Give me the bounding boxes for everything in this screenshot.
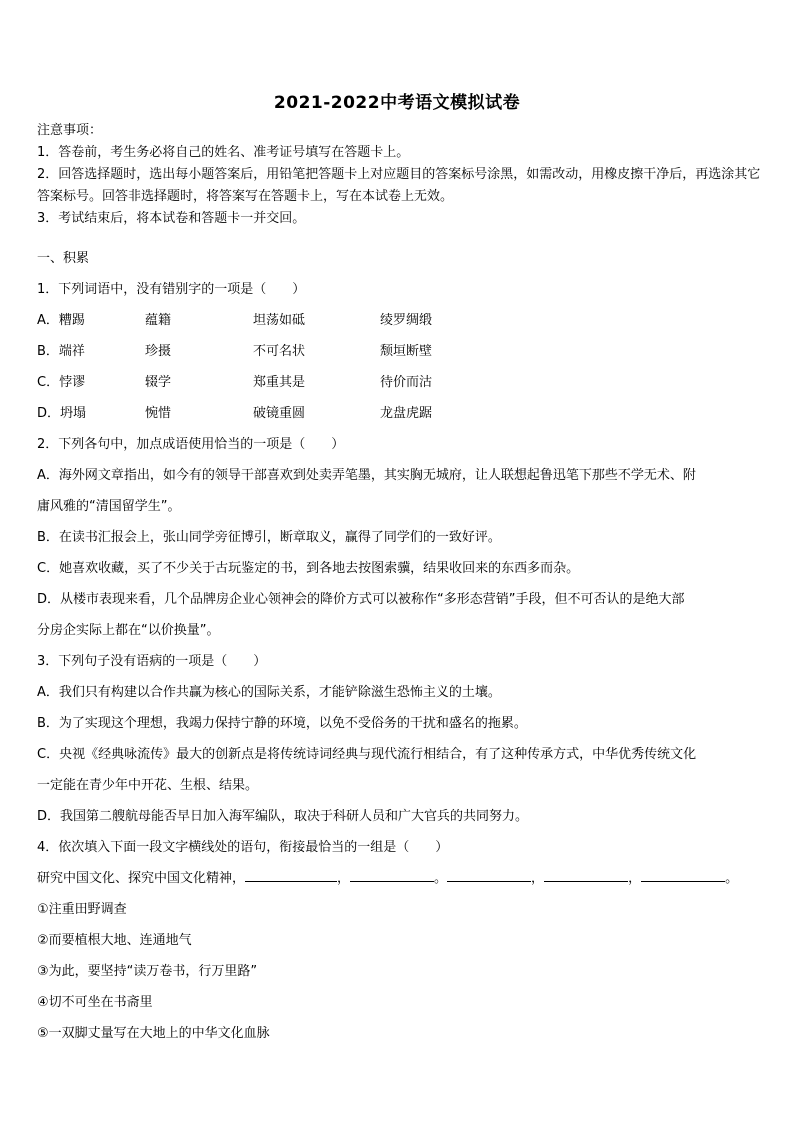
notice-block <box>37 120 762 230</box>
question-4-item-5: ⑤一双脚丈量写在大地上的中华文化血脉 <box>37 1026 270 1041</box>
answer-blank-5 <box>641 867 725 882</box>
section-heading: 一、积累 <box>37 251 90 266</box>
passage-separator: ， <box>337 871 351 886</box>
option-word: 龙盘虎踞 <box>380 406 433 421</box>
question-3-option-c-line-2: 一定能在青少年中开花、生根、结果。 <box>37 778 259 793</box>
notice-item-1: 1．答卷前，考生务必将自己的姓名、准考证号填写在答题卡上。 <box>37 145 410 160</box>
question-2-stem: 2．下列各句中，加点成语使用恰当的一项是（ ） <box>37 437 345 452</box>
option-word: 不可名状 <box>253 344 306 359</box>
option-word: 郑重其是 <box>253 375 306 390</box>
question-2-option-a-line-2: 庸风雅的“清国留学生”。 <box>37 499 181 514</box>
exam-content <box>37 243 762 1049</box>
question-3-option-a: A．我们只有构建以合作共赢为核心的国际关系，才能铲除滋生恐怖主义的土壤。 <box>37 685 501 700</box>
passage-separator: 。 <box>434 871 448 886</box>
question-3-option-b: B．为了实现这个理想，我竭力保持宁静的环境，以免不受俗务的干扰和盛名的拖累。 <box>37 716 527 731</box>
option-text: D．坍塌 <box>37 406 87 421</box>
option-word: 蕴籍 <box>145 313 172 328</box>
exam-title: 2021-2022中考语文模拟试卷 <box>273 93 521 113</box>
passage-separator: ， <box>531 871 545 886</box>
option-text: A．糟踢 <box>37 313 85 328</box>
answer-blank-3 <box>447 867 531 882</box>
option-word: 惋惜 <box>145 406 172 421</box>
question-2-option-d-line-2: 分房企实际上都在“以价换量”。 <box>37 623 220 638</box>
option-word: 坦荡如砥 <box>253 313 306 328</box>
option-word: 绫罗绸缎 <box>380 313 433 328</box>
question-2-option-d-line-1: D．从楼市表现来看，几个品牌房企业心领神会的降价方式可以被称作“多形态营销”手段，但不可否认的是绝大部 <box>37 592 685 607</box>
option-word: 珍摄 <box>145 344 172 359</box>
question-4-item-1: ①注重田野调查 <box>37 902 127 917</box>
notice-item-2: 2．回答选择题时，选出每小题答案后，用铅笔把答题卡上对应题目的答案标号涂黑，如需改动，用橡皮擦干净后，再选涂其它答案标号。回答非选择题时，将答案写在答题卡上，写在本试卷上无效。 <box>37 167 761 204</box>
question-4-item-4: ④切不可坐在书斋里 <box>37 995 153 1010</box>
question-2-option-c: C．她喜欢收藏，买了不少关于古玩鉴定的书，到各地去按图索骥，结果收回来的东西多而杂。 <box>37 561 580 576</box>
passage-separator: ， <box>628 871 642 886</box>
answer-blank-4 <box>544 867 628 882</box>
notice-item-3: 3．考试结束后，将本试卷和答题卡一并交回。 <box>37 211 306 226</box>
option-word: 辍学 <box>145 375 172 390</box>
question-1-option-c <box>37 367 762 398</box>
answer-blank-1 <box>245 867 337 882</box>
question-3-option-d: D．我国第二艘航母能否早日加入海军编队，取决于科研人员和广大官兵的共同努力。 <box>37 809 529 824</box>
question-1-stem: 1．下列词语中，没有错别字的一项是（ ） <box>37 282 306 297</box>
option-word: 破镜重圆 <box>253 406 306 421</box>
option-text: C．悖谬 <box>37 375 86 390</box>
passage-end: 。 <box>725 871 739 886</box>
question-4-item-3: ③为此，要坚持“读万卷书，行万里路” <box>37 964 258 979</box>
question-4-stem: 4．依次填入下面一段文字横线处的语句，衔接最恰当的一组是（ ） <box>37 840 449 855</box>
answer-blank-2 <box>350 867 434 882</box>
question-1-option-d <box>37 398 762 429</box>
question-3-option-c-line-1: C．央视《经典咏流传》最大的创新点是将传统诗词经典与现代流行相结合，有了这种传承方式，中华优秀传统文化 <box>37 747 697 762</box>
question-1-option-b <box>37 336 762 367</box>
option-word: 待价而沽 <box>380 375 433 390</box>
question-4-passage <box>37 863 762 894</box>
question-2-option-b: B．在读书汇报会上，张山同学旁征博引，断章取义，赢得了同学们的一致好评。 <box>37 530 501 545</box>
option-text: B．端祥 <box>37 344 85 359</box>
question-4-item-2: ②而要植根大地、连通地气 <box>37 933 192 948</box>
question-3-stem: 3．下列句子没有语病的一项是（ ） <box>37 654 267 669</box>
question-2-option-a-line-1: A．海外网文章指出，如今有的领导干部喜欢到处卖弄笔墨，其实胸无城府，让人联想起鲁迅笔下那些不学无术、附 <box>37 468 696 483</box>
question-1-option-a <box>37 305 762 336</box>
option-word: 颓垣断壁 <box>380 344 433 359</box>
passage-start: 研究中国文化、探究中国文化精神， <box>37 871 246 886</box>
notice-heading: 注意事项： <box>37 123 103 138</box>
